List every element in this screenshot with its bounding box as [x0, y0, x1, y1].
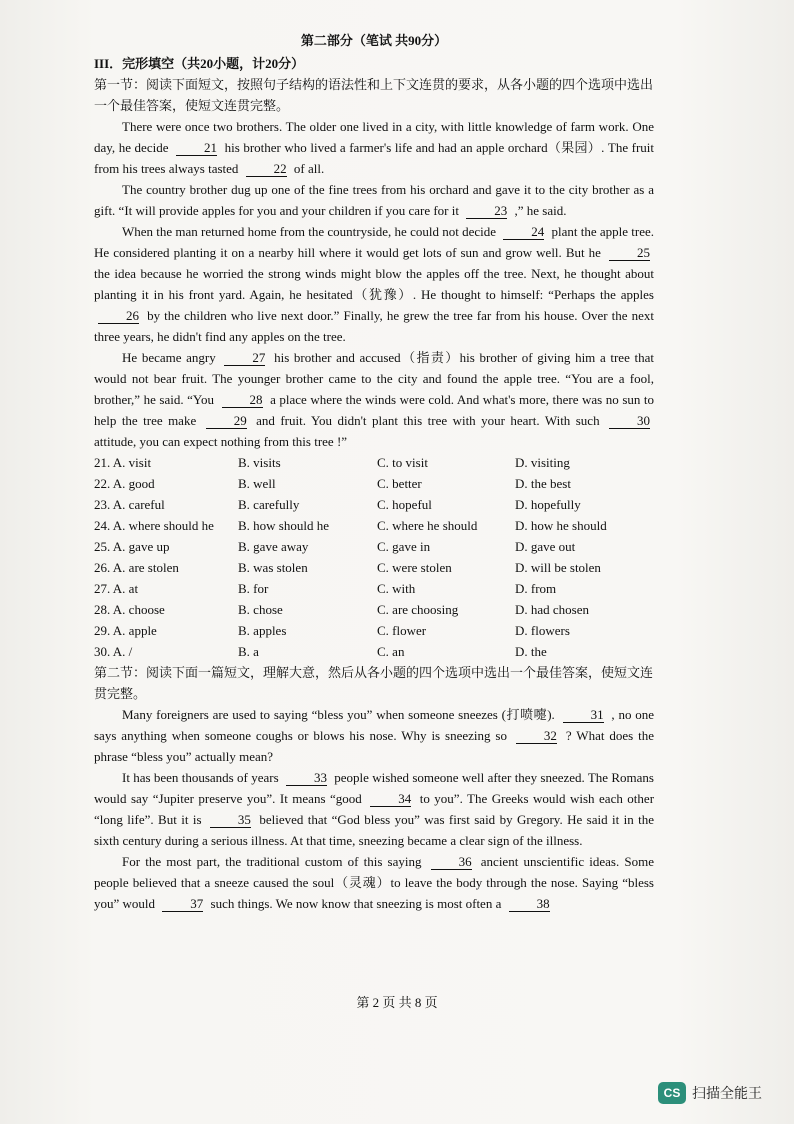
answer-blank: 25: [609, 245, 650, 261]
option-cell: D. will be stolen: [515, 560, 601, 575]
passage-paragraph: [94, 179, 654, 221]
subsection1-instruction: 第一节：阅读下面短文，按照句子结构的语法性和上下文连贯的要求，从各小题的四个选项中选出一个最佳答案，使短文连贯完整。: [94, 77, 654, 113]
option-cell: B. was stolen: [238, 560, 308, 575]
option-cell: 29. A. apple: [94, 623, 157, 638]
option-cell: B. for: [238, 581, 269, 596]
option-cell: C. gave in: [377, 539, 431, 554]
passage-text: of all.: [293, 161, 325, 176]
passage-text: ? What does the phrase “bless you” actually mean?: [94, 728, 654, 764]
passage-paragraph: [94, 704, 654, 767]
option-row: [94, 473, 654, 494]
option-cell: C. are choosing: [377, 602, 459, 617]
answer-blank: 28: [222, 392, 263, 408]
answer-blank: 35: [210, 812, 251, 828]
option-row: [94, 557, 654, 578]
subsection2-passage: [94, 704, 654, 914]
passage-text: Many foreigners are used to saying “bless you” when someone sneezes (打喷嚏).: [122, 707, 555, 722]
option-row: [94, 599, 654, 620]
option-cell: D. how he should: [515, 518, 607, 533]
passage-text: believed that “God bless you” was first said by Gregory. He said it in the sixth century during a serious illness. At that time, sneezing became a clear sign of the illness.: [94, 812, 655, 848]
option-cell: C. where he should: [377, 518, 478, 533]
option-cell: B. carefully: [238, 497, 300, 512]
option-cell: C. to visit: [377, 455, 428, 470]
part-title: 第二部分（笔试 共90分）: [300, 33, 448, 48]
passage-text: When the man returned home from the countryside, he could not decide: [122, 224, 496, 239]
passage-text: the idea because he worried the strong winds might blow the apples off the tree. Next, he thought about planting it in his front yard. Again, he hesitated（犹豫）. He thought to himself: “Perhaps the apples: [94, 266, 654, 302]
option-row: [94, 641, 654, 662]
option-cell: B. gave away: [238, 539, 309, 554]
passage-text: people wished someone well after they sneezed. The Romans would say “Jupiter preserve you”. It means “good: [94, 770, 654, 806]
passage-text: , no one says anything when someone coughs or blows his nose. Why is sneezing so: [94, 707, 655, 743]
answer-blank: 36: [431, 854, 472, 870]
option-cell: 21. A. visit: [94, 455, 152, 470]
answer-blank: 29: [206, 413, 247, 429]
option-cell: B. visits: [238, 455, 281, 470]
subsection2-instruction: 第二节：阅读下面一篇短文，理解大意，然后从各小题的四个选项中选出一个最佳答案，使短文连贯完整。: [94, 665, 654, 701]
options-table: [94, 452, 654, 662]
option-cell: 22. A. good: [94, 476, 155, 491]
passage-paragraph: [94, 116, 654, 179]
subsection1-passage: [94, 116, 654, 452]
exam-content: [94, 30, 654, 914]
passage-text: ancient unscientific ideas. Some people believed that a sneeze caused the soul（灵魂）to leave the body through the nose. Saying “bless you” would: [94, 854, 654, 911]
option-row: [94, 515, 654, 536]
option-cell: C. flower: [377, 623, 427, 638]
answer-blank: 38: [509, 896, 550, 912]
answer-blank: 27: [224, 350, 265, 366]
answer-blank: 33: [286, 770, 327, 786]
option-row: [94, 536, 654, 557]
option-row: [94, 452, 654, 473]
option-cell: 25. A. gave up: [94, 539, 170, 554]
passage-text: There were once two brothers. The older one lived in a city, with little knowledge of farm work. One day, he decide: [94, 119, 654, 155]
option-cell: B. apples: [238, 623, 287, 638]
passage-text: such things. We now know that sneezing is most often a: [210, 896, 502, 911]
option-row: [94, 620, 654, 641]
section-title: III．完形填空（共20小题，计20分）: [94, 56, 305, 71]
passage-text: by the children who live next door.” Finally, he grew the tree far from his house. Over the next three years, he didn't find any apples on the tree.: [94, 308, 655, 344]
answer-blank: 24: [503, 224, 544, 240]
passage-text: plant the apple tree. He considered planting it on a nearby hill where it would get lots of sun and grow well. But he: [94, 224, 655, 260]
option-cell: D. flowers: [515, 623, 570, 638]
passage-text: It has been thousands of years: [122, 770, 279, 785]
passage-text: The country brother dug up one of the fine trees from his orchard and gave it to the city brother as a gift. “It will provide apples for you and your children if you care for it: [94, 182, 654, 218]
option-cell: 30. A. /: [94, 644, 133, 659]
answer-blank: 32: [516, 728, 557, 744]
option-cell: 28. A. choose: [94, 602, 165, 617]
scanner-watermark: [658, 1082, 762, 1104]
option-cell: 26. A. are stolen: [94, 560, 179, 575]
passage-text: attitude, you can expect nothing from this tree !”: [94, 434, 348, 449]
option-row: [94, 494, 654, 515]
option-cell: B. well: [238, 476, 276, 491]
passage-text: his brother who lived a farmer's life and had an apple orchard（果园）. The fruit from his trees always tasted: [94, 140, 655, 176]
option-cell: D. gave out: [515, 539, 576, 554]
option-cell: D. the best: [515, 476, 571, 491]
passage-paragraph: [94, 851, 654, 914]
option-cell: C. were stolen: [377, 560, 452, 575]
answer-blank: 22: [246, 161, 287, 177]
passage-paragraph: [94, 347, 654, 452]
option-cell: D. from: [515, 581, 557, 596]
answer-blank: 34: [370, 791, 411, 807]
camscanner-logo-icon: CS: [658, 1082, 686, 1104]
option-cell: C. with: [377, 581, 416, 596]
option-row: [94, 578, 654, 599]
passage-text: to you”. The Greeks would wish each other “long life”. But it is: [94, 791, 655, 827]
passage-text: For the most part, the traditional custom of this saying: [122, 854, 422, 869]
option-cell: D. hopefully: [515, 497, 581, 512]
page-footer: 第 2 页 共 8 页: [356, 995, 438, 1010]
option-cell: D. the: [515, 644, 547, 659]
option-cell: B. chose: [238, 602, 283, 617]
option-cell: 23. A. careful: [94, 497, 165, 512]
option-cell: 27. A. at: [94, 581, 139, 596]
option-cell: B. how should he: [238, 518, 329, 533]
answer-blank: 23: [466, 203, 507, 219]
option-cell: C. an: [377, 644, 405, 659]
option-cell: D. visiting: [515, 455, 570, 470]
passage-text: and fruit. You didn't plant this tree with your heart. With such: [256, 413, 600, 428]
answer-blank: 37: [162, 896, 203, 912]
option-cell: B. a: [238, 644, 259, 659]
answer-blank: 30: [609, 413, 650, 429]
passage-paragraph: [94, 767, 654, 851]
passage-text: He became angry: [122, 350, 216, 365]
passage-paragraph: [94, 221, 654, 347]
option-cell: 24. A. where should he: [94, 518, 214, 533]
option-cell: C. better: [377, 476, 422, 491]
option-cell: C. hopeful: [377, 497, 432, 512]
answer-blank: 31: [563, 707, 604, 723]
answer-blank: 21: [176, 140, 217, 156]
passage-text: his brother and accused（指责）his brother of giving him a tree that would not bear fruit. The younger brother came to the city and found the apple tree. “You are a fool, brother,” he said. “You: [94, 350, 654, 407]
watermark-text: 扫描全能王: [692, 1086, 762, 1102]
option-cell: D. had chosen: [515, 602, 590, 617]
answer-blank: 26: [98, 308, 139, 324]
passage-text: ,” he said.: [514, 203, 567, 218]
passage-text: a place where the winds were cold. And what's more, there was no sun to help the tree make: [94, 392, 655, 428]
